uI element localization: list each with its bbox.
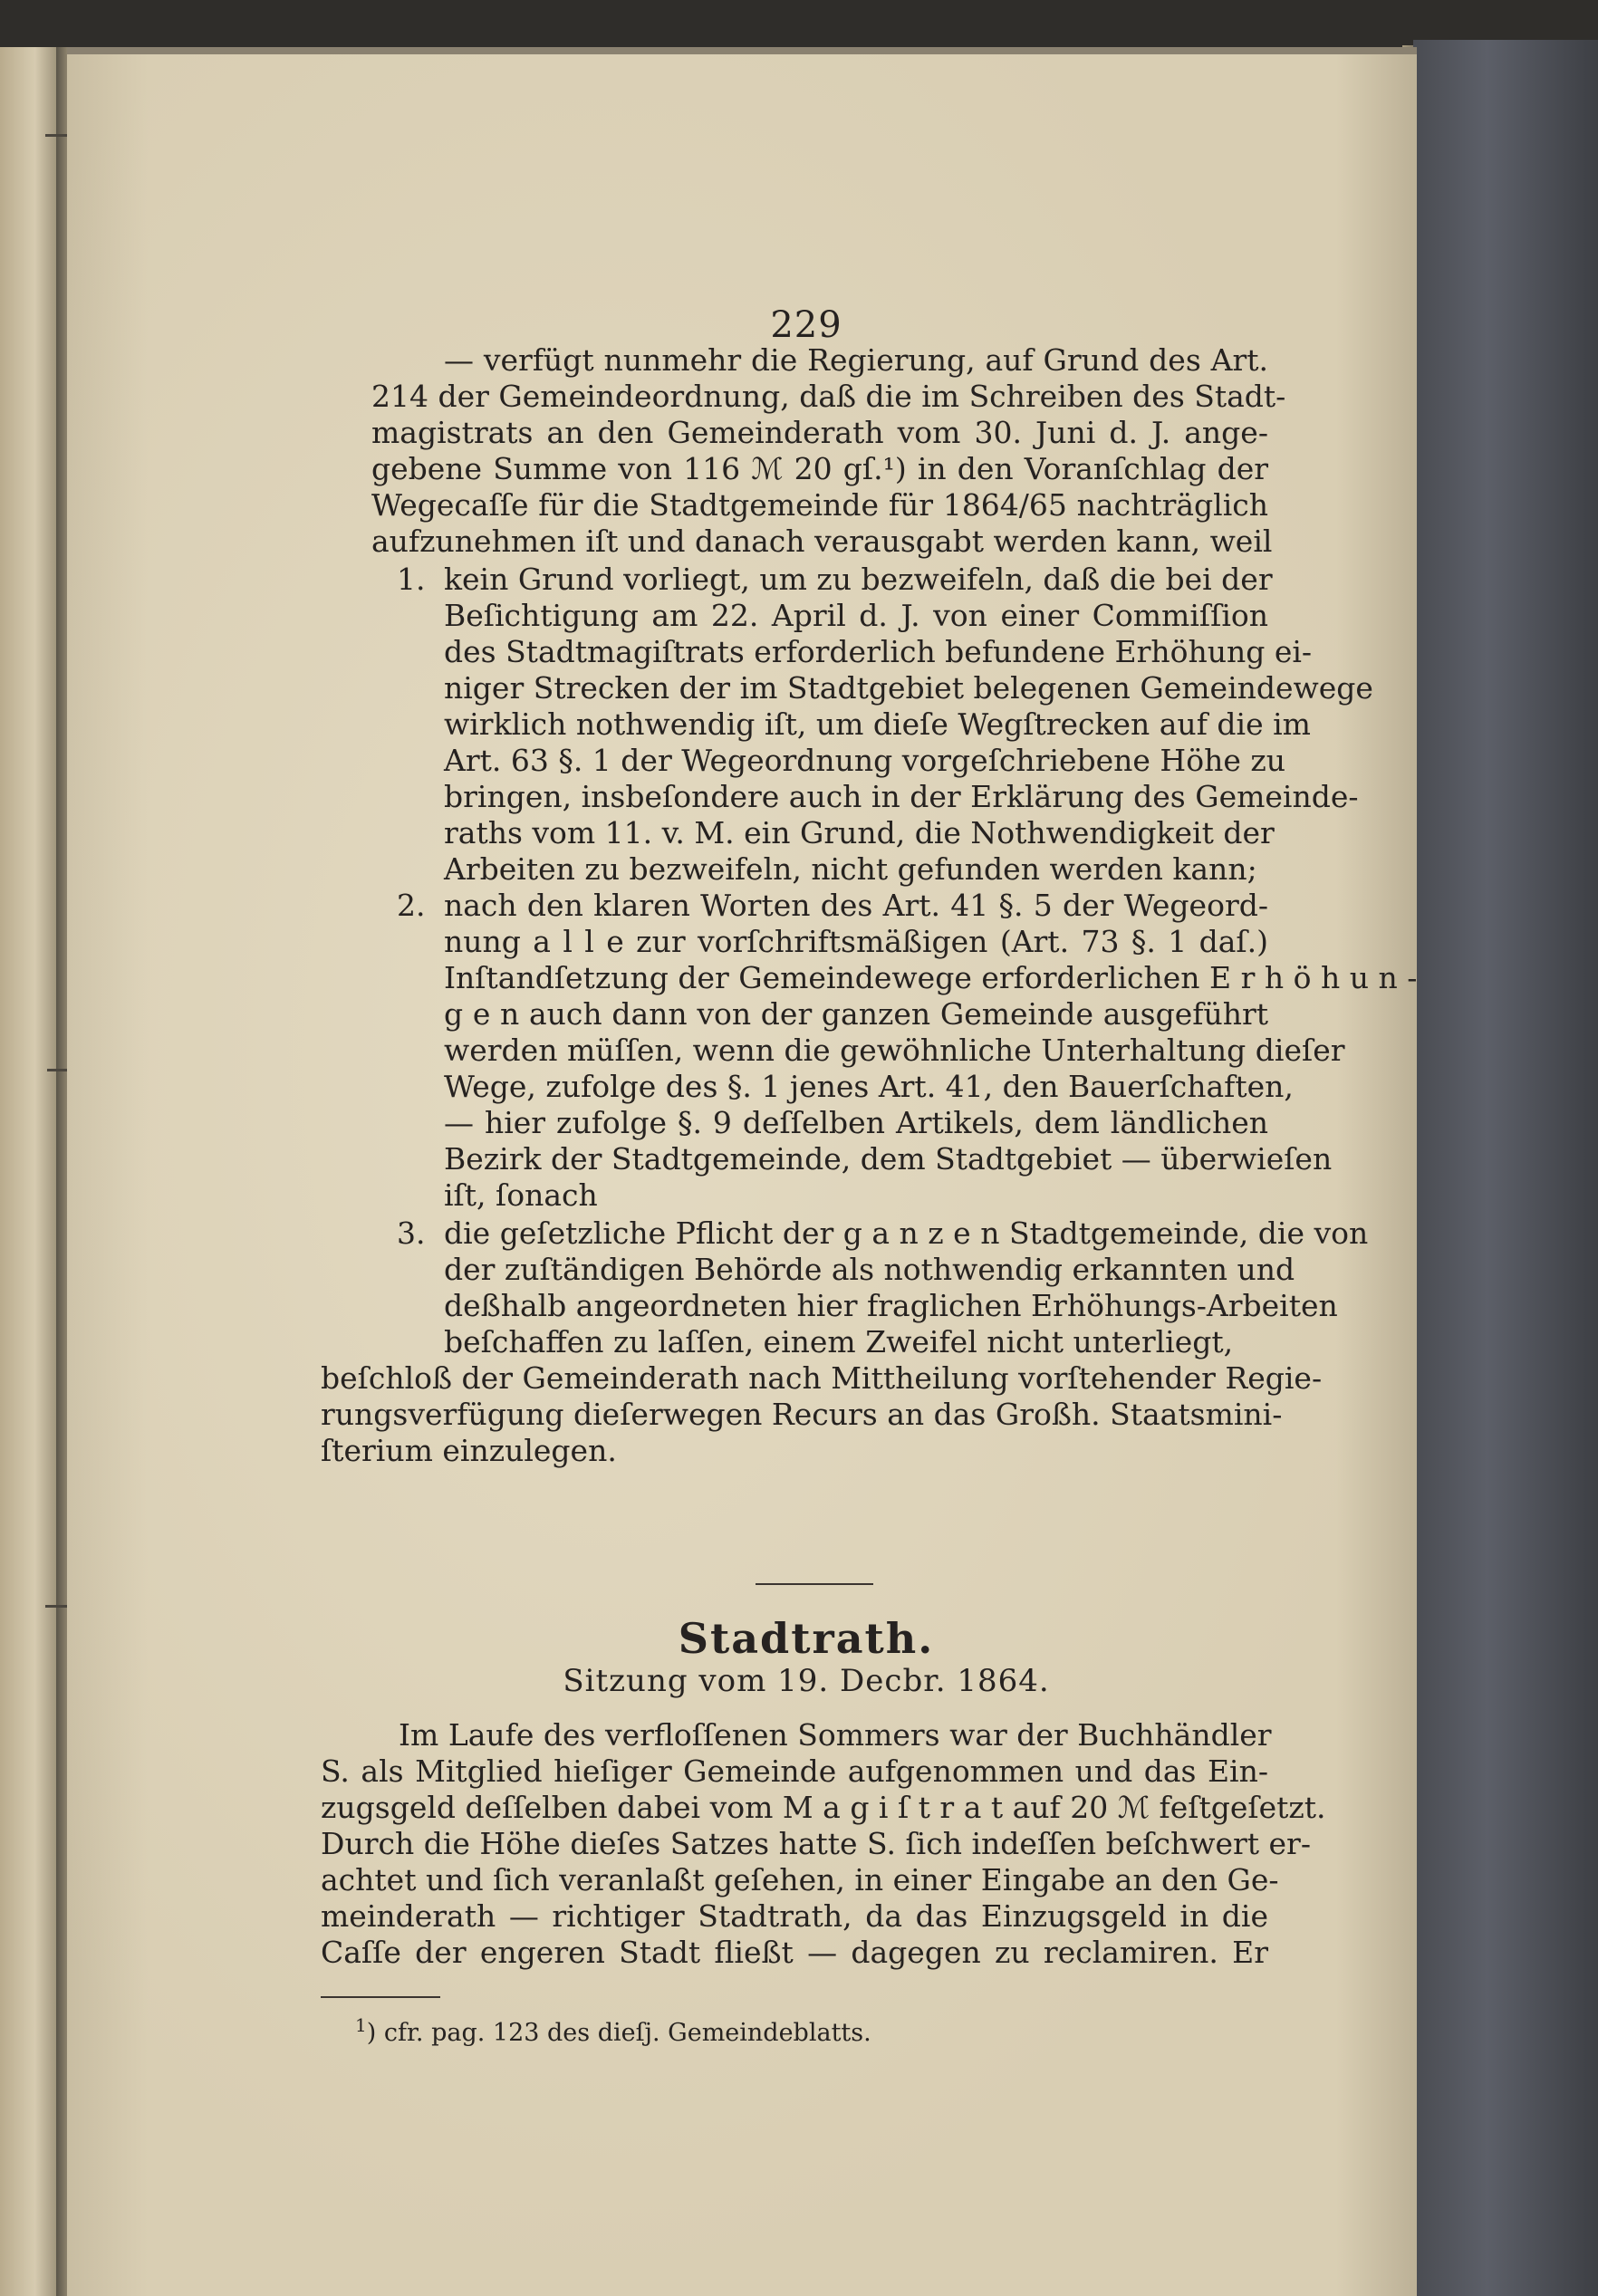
list-item-line: Bezirk der Stadtgemeinde, dem Stadtgebiet — überwieſen [444, 1141, 1333, 1177]
book-page [67, 54, 1417, 2296]
text-line: rungsverfügung dieſerwegen Recurs an das Großh. Staatsmini- [321, 1397, 1283, 1432]
footnote [355, 2014, 871, 2049]
text-line: Im Laufe des verfloſſenen Sommers war der Buchhändler [399, 1717, 1272, 1753]
facing-page-edge [0, 47, 63, 2296]
text-line: achtet und ſich veranlaßt geſehen, in einer Eingabe an den Ge- [321, 1862, 1279, 1897]
list-item-line: die geſetzliche Pflicht der g a n z e n Stadtgemeinde, die von [444, 1215, 1369, 1251]
list-item-line: kein Grund vorliegt, um zu bezweifeln, daß die bei der [444, 562, 1273, 597]
text-line: beſchloß der Gemeinderath nach Mittheilung vorſtehender Regie- [321, 1360, 1323, 1396]
list-item-line: bringen, insbeſondere auch in der Erklärung des Gemeinde- [444, 779, 1359, 814]
margin-mark [45, 134, 69, 137]
text-line: Caſſe der engeren Stadt fließt — dagegen zu reclamiren. Er [321, 1935, 1268, 1970]
book-cover-board [1413, 40, 1598, 2296]
list-item-line: des Stadtmagiſtrats erforderlich befundene Erhöhung ei- [444, 634, 1313, 669]
margin-mark [45, 1605, 69, 1608]
text-line: meinderath — richtiger Stadtrath, da das Einzugsgeld in die [321, 1898, 1268, 1934]
text-line: — verfügt nunmehr die Regierung, auf Grund des Art. [444, 342, 1268, 378]
list-item-line: g e n auch dann von der ganzen Gemeinde ausgeführt [444, 996, 1268, 1032]
list-item-line: — hier zufolge §. 9 deſſelben Artikels, dem ländlichen [444, 1105, 1268, 1140]
list-item-line: Beſichtigung am 22. April d. J. von einer Commiſſion [444, 598, 1268, 633]
section-heading: Stadtrath. [678, 1614, 935, 1663]
list-item-line: Art. 63 §. 1 der Wegeordnung vorgeſchriebene Höhe zu [444, 743, 1285, 778]
list-item-number: 1. [397, 562, 426, 597]
list-item-line: Inſtandſetzung der Gemeindewege erforderlichen E r h ö h u n - [444, 960, 1418, 995]
list-item-number: 3. [397, 1215, 426, 1251]
list-item-line: iſt, ſonach [444, 1177, 598, 1213]
text-line: S. als Mitglied hieſiger Gemeinde aufgenommen und das Ein- [321, 1753, 1268, 1789]
list-item-line: raths vom 11. v. M. ein Grund, die Nothwendigkeit der [444, 815, 1275, 850]
text-line: 214 der Gemeindeordnung, daß die im Schreiben des Stadt- [371, 379, 1286, 414]
text-line: ſterium einzulegen. [321, 1433, 617, 1468]
list-item-line: wirklich nothwendig iſt, um dieſe Wegſtrecken auf die im [444, 706, 1311, 742]
section-date: Sitzung vom 19. Decbr. 1864. [563, 1663, 1050, 1699]
list-item-line: werden müſſen, wenn die gewöhnliche Unterhaltung dieſer [444, 1033, 1345, 1068]
list-item-line: Wege, zufolge des §. 1 jenes Art. 41, den Bauerſchaften, [444, 1069, 1294, 1104]
list-item-line: deßhalb angeordneten hier fraglichen Erhöhungs-Arbeiten [444, 1288, 1338, 1323]
text-line: magistrats an den Gemeinderath vom 30. Juni d. J. ange- [371, 415, 1268, 450]
text-line: zugsgeld deſſelben dabei vom M a g i ſ t r a t auf 20 ℳ feſtgeſetzt. [321, 1790, 1326, 1825]
footnote-text: ) cfr. pag. 123 des dieſj. Gemeindeblatts. [366, 2019, 871, 2047]
page-number: 229 [770, 304, 842, 346]
text-line: aufzunehmen iſt und danach verausgabt werden kann, weil [371, 524, 1273, 559]
text-line: Wegecaſſe für die Stadtgemeinde für 1864/65 nachträglich [371, 487, 1268, 523]
section-divider [756, 1583, 873, 1585]
list-item-line: niger Strecken der im Stadtgebiet belegenen Gemeindewege [444, 670, 1373, 706]
list-item-line: nung a l l e zur vorſchriftsmäßigen (Art. 73 §. 1 daſ.) [444, 924, 1268, 959]
list-item-line: der zuſtändigen Behörde als nothwendig erkannten und [444, 1252, 1295, 1287]
list-item-line: beſchaffen zu laſſen, einem Zweifel nicht unterliegt, [444, 1324, 1234, 1359]
text-line: gebene Summe von 116 ℳ 20 gſ.¹) in den Voranſchlag der [371, 451, 1268, 486]
footnote-rule [321, 1996, 440, 1998]
list-item-line: Arbeiten zu bezweifeln, nicht gefunden werden kann; [444, 851, 1257, 887]
text-line: Durch die Höhe dieſes Satzes hatte S. ſich indeſſen beſchwert er- [321, 1826, 1311, 1861]
list-item-number: 2. [397, 888, 426, 923]
footnote-marker: 1 [355, 2014, 367, 2036]
list-item-line: nach den klaren Worten des Art. 41 §. 5 der Wegeord- [444, 888, 1268, 923]
